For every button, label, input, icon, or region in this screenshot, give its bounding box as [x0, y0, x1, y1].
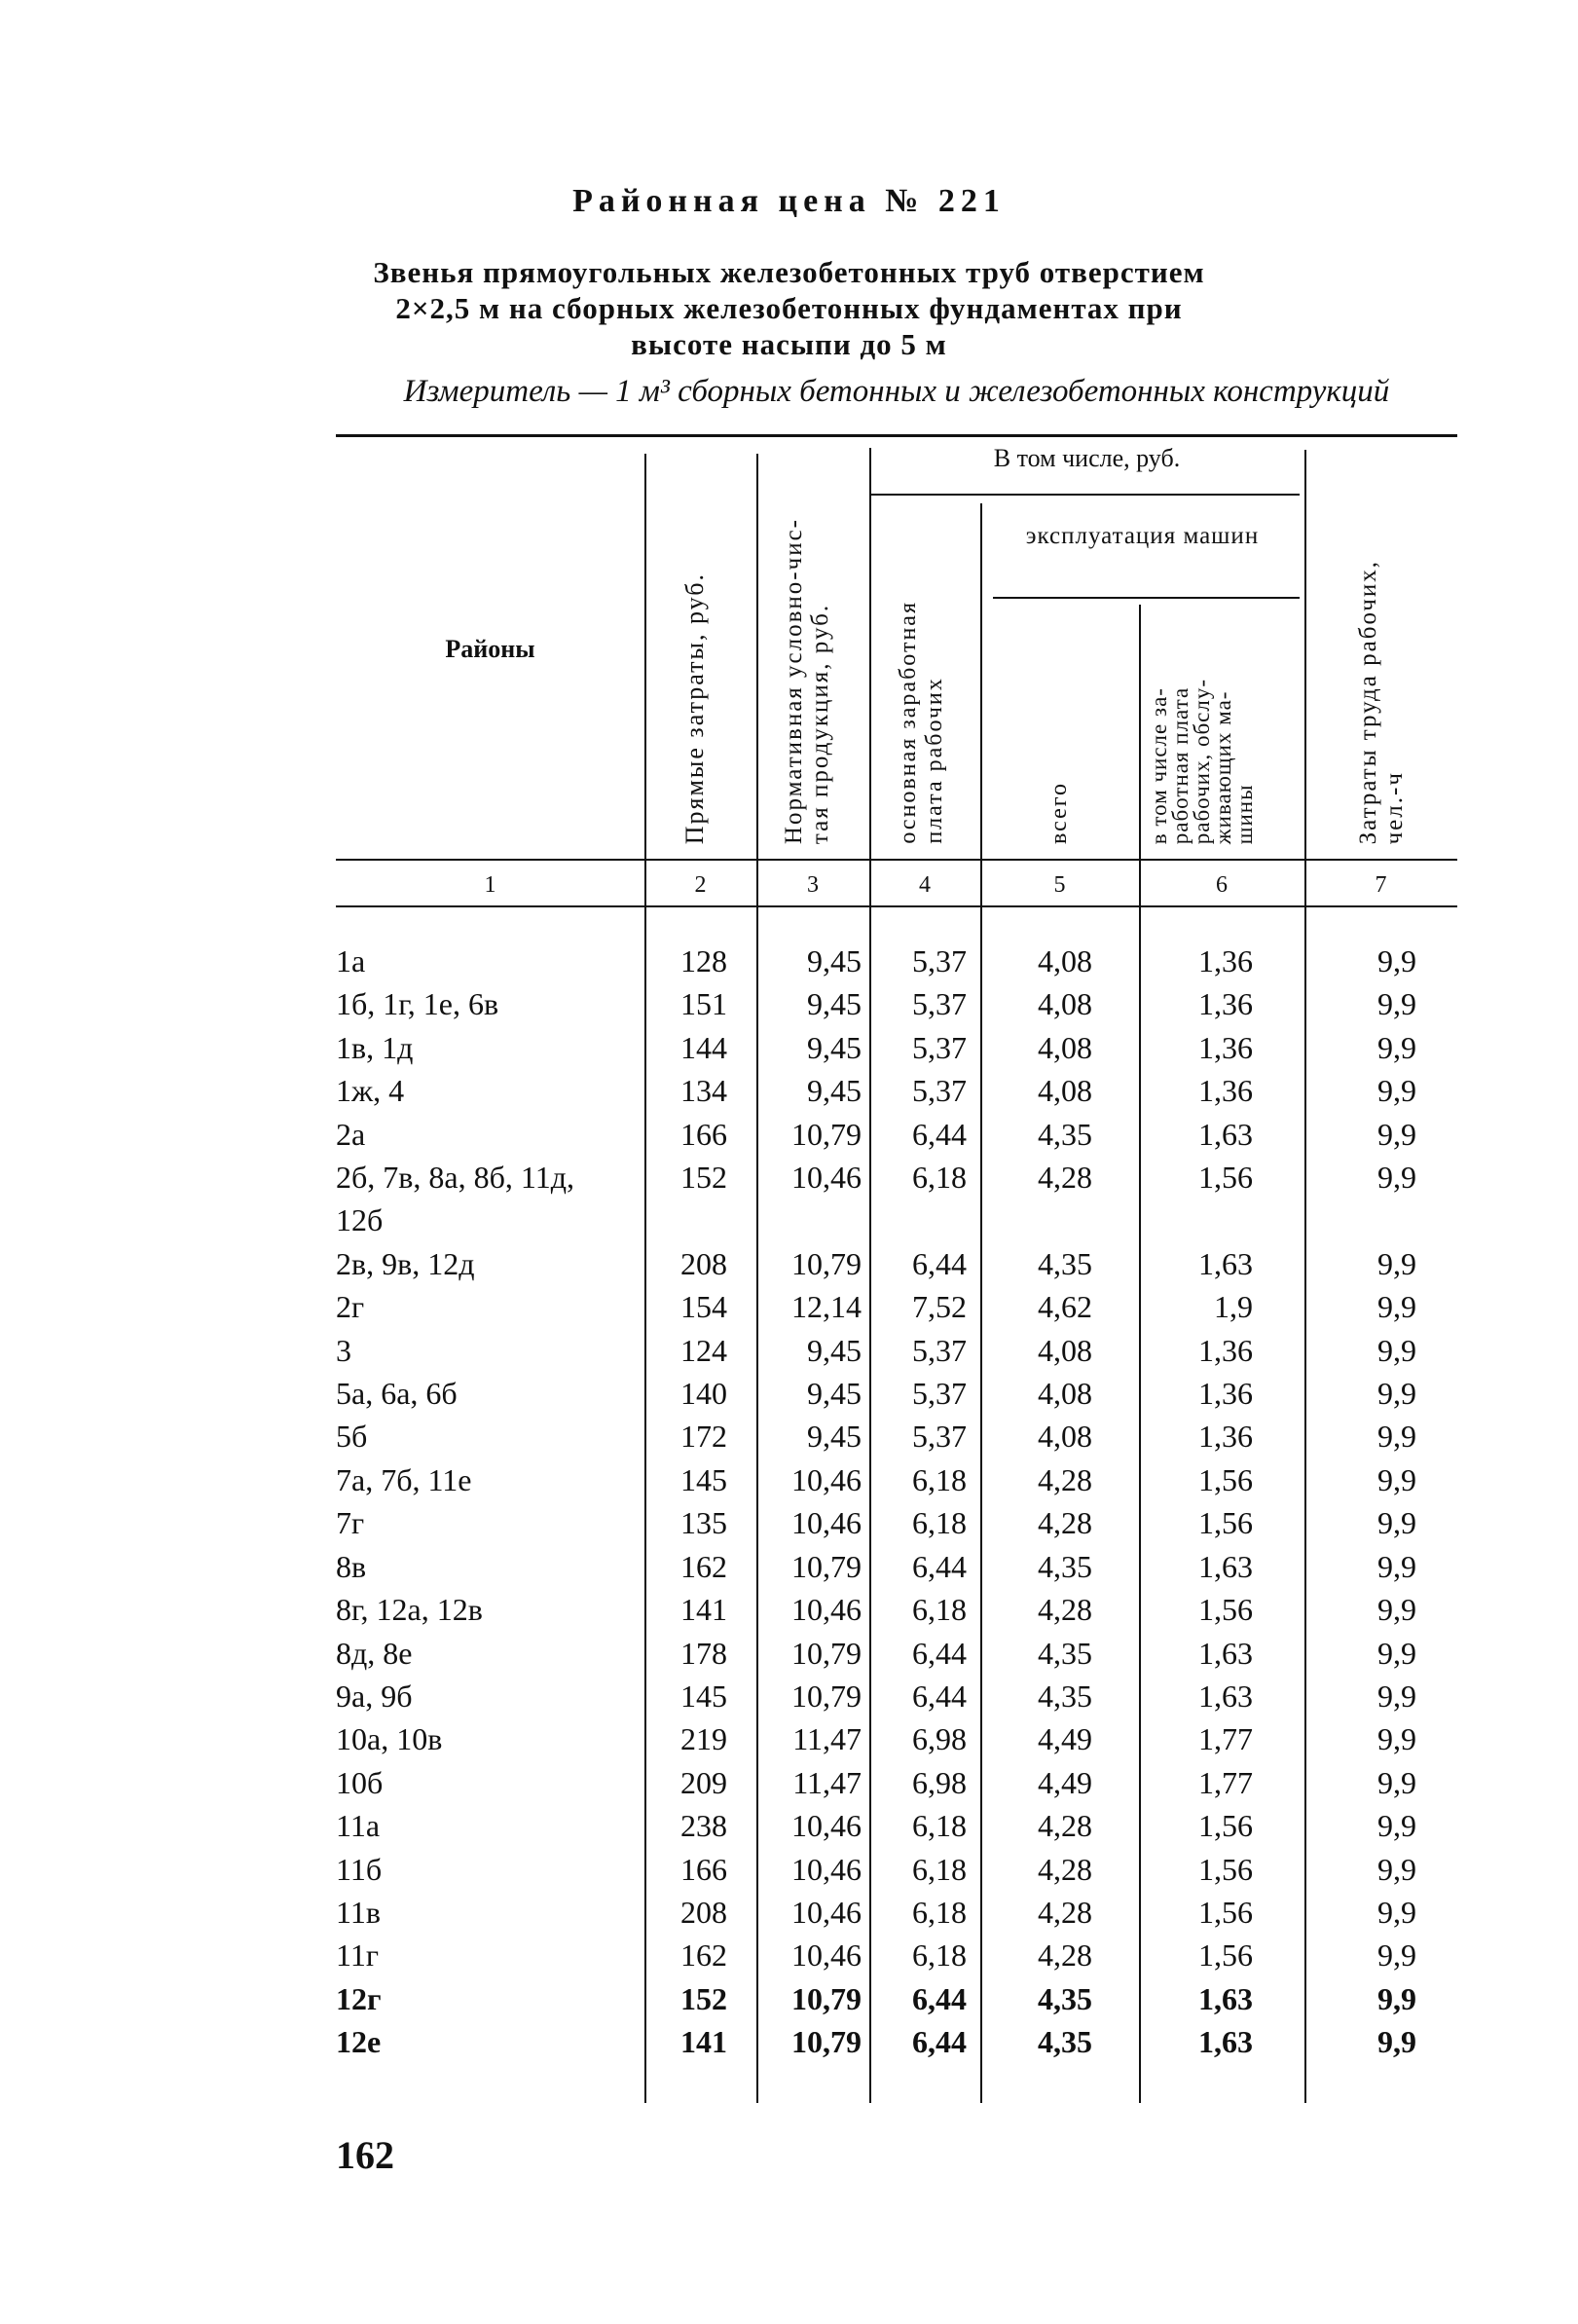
cell-district: 11а — [336, 1808, 381, 1844]
cell-direct-costs: 141 — [680, 1592, 727, 1628]
cell-normative: 9,45 — [807, 1332, 862, 1368]
header-machine-wage-line: рабочих, обслу- — [1190, 678, 1214, 844]
cell-machine-wage: 1,56 — [1198, 1808, 1253, 1844]
cell-normative: 10,46 — [791, 1808, 862, 1844]
cell-labor: 9,9 — [1377, 1764, 1416, 1800]
cell-normative: 10,46 — [791, 1937, 862, 1974]
cell-direct-costs: 151 — [680, 986, 727, 1022]
cell-normative: 9,45 — [807, 1073, 862, 1109]
cell-normative: 10,46 — [791, 1894, 862, 1930]
cell-machine-wage: 1,36 — [1198, 1376, 1253, 1412]
cell-machine-wage: 1,36 — [1198, 1073, 1253, 1109]
header-districts: Районы — [445, 635, 535, 663]
cell-labor: 9,9 — [1377, 1592, 1416, 1628]
cell-machine-wage: 1,63 — [1198, 1980, 1253, 2016]
cell-base-wage: 6,18 — [912, 1160, 967, 1196]
cell-direct-costs: 162 — [680, 1548, 727, 1584]
cell-normative: 10,79 — [791, 1116, 862, 1152]
cell-base-wage: 5,37 — [912, 1029, 967, 1065]
cell-labor: 9,9 — [1377, 1289, 1416, 1325]
cell-base-wage: 5,37 — [912, 986, 967, 1022]
including-rule — [871, 494, 1300, 496]
table-row — [336, 1545, 1457, 1588]
header-including: В том числе, руб. — [993, 444, 1181, 472]
page-number: 162 — [336, 2133, 394, 2177]
cell-machine-wage: 1,56 — [1198, 1505, 1253, 1541]
cell-normative: 10,79 — [791, 1245, 862, 1281]
header-labor-line: Затраты труда рабочих, — [1355, 559, 1381, 844]
cell-labor: 9,9 — [1377, 1332, 1416, 1368]
cell-district: 7а, 7б, 11е — [336, 1461, 472, 1497]
header-base-wage-line: плата рабочих — [922, 677, 947, 844]
column-number: 6 — [1216, 872, 1228, 898]
cell-direct-costs: 140 — [680, 1376, 727, 1412]
cell-base-wage: 6,44 — [912, 1678, 967, 1714]
cell-labor: 9,9 — [1377, 1808, 1416, 1844]
cell-district: 9а, 9б — [336, 1678, 413, 1714]
header-machine-wage-line: шины — [1232, 784, 1257, 844]
header-base-wage-line: основная заработная — [896, 601, 921, 844]
cell-direct-costs: 152 — [680, 1980, 727, 2016]
table-row — [336, 1329, 1457, 1372]
table-row — [336, 1588, 1457, 1631]
table-row — [336, 1415, 1457, 1457]
cell-district: 3 — [336, 1332, 351, 1368]
cell-normative: 10,79 — [791, 1678, 862, 1714]
header-machine-wage-line: в том числе за- — [1147, 686, 1171, 844]
page-title: Районная цена № 221 — [572, 183, 1006, 219]
cell-direct-costs: 145 — [680, 1461, 727, 1497]
header-labor-line: чел.-ч — [1381, 770, 1408, 844]
cell-machines-total: 4,49 — [1038, 1721, 1092, 1757]
header-machine-wage-line: живающих ма- — [1211, 690, 1235, 844]
table-row — [336, 1848, 1457, 1891]
cell-machine-wage: 1,63 — [1198, 1635, 1253, 1671]
cell-normative: 11,47 — [792, 1764, 862, 1800]
machines-rule — [993, 597, 1300, 599]
cell-direct-costs: 152 — [680, 1160, 727, 1196]
cell-machines-total: 4,35 — [1038, 1980, 1092, 2016]
cell-machine-wage: 1,56 — [1198, 1894, 1253, 1930]
cell-district: 11в — [336, 1894, 381, 1930]
table-row — [336, 1285, 1457, 1328]
cell-direct-costs: 238 — [680, 1808, 727, 1844]
cell-base-wage: 6,44 — [912, 1116, 967, 1152]
header-labor — [1355, 560, 1408, 844]
cell-normative: 10,79 — [791, 1548, 862, 1584]
table-top-rule — [336, 434, 1457, 437]
cell-machines-total: 4,35 — [1038, 1245, 1092, 1281]
cell-district: 8г, 12а, 12в — [336, 1592, 483, 1628]
cell-labor: 9,9 — [1377, 986, 1416, 1022]
cell-machines-total: 4,08 — [1038, 1332, 1092, 1368]
cell-direct-costs: 166 — [680, 1116, 727, 1152]
cell-direct-costs: 178 — [680, 1635, 727, 1671]
cell-district: 8д, 8е — [336, 1635, 413, 1671]
table-row — [336, 940, 1457, 982]
subtitle-line-2: 2×2,5 м на сборных железобетонных фундаментах при — [395, 291, 1183, 325]
cell-machines-total: 4,08 — [1038, 943, 1092, 978]
cell-direct-costs: 128 — [680, 943, 727, 978]
table-row — [336, 1804, 1457, 1847]
cell-direct-costs: 166 — [680, 1851, 727, 1887]
cell-base-wage: 6,44 — [912, 1980, 967, 2016]
table-row — [336, 1242, 1457, 1285]
cell-labor: 9,9 — [1377, 1376, 1416, 1412]
cell-labor: 9,9 — [1377, 1721, 1416, 1757]
header-normative-line: Нормативная условно-чис- — [781, 517, 807, 844]
cell-machine-wage: 1,56 — [1198, 1937, 1253, 1974]
cell-machine-wage: 1,77 — [1198, 1721, 1253, 1757]
cell-direct-costs: 172 — [680, 1419, 727, 1455]
cell-base-wage: 6,18 — [912, 1851, 967, 1887]
cell-district: 11г — [336, 1937, 379, 1974]
cell-machine-wage: 1,63 — [1198, 2024, 1253, 2060]
cell-labor: 9,9 — [1377, 1548, 1416, 1584]
cell-direct-costs: 135 — [680, 1505, 727, 1541]
cell-normative: 10,79 — [791, 1980, 862, 2016]
column-number: 1 — [484, 872, 496, 898]
cell-district: 5б — [336, 1419, 368, 1455]
cell-machines-total: 4,35 — [1038, 2024, 1092, 2060]
cell-district: 2г — [336, 1289, 365, 1325]
cell-machines-total: 4,35 — [1038, 1678, 1092, 1714]
cell-base-wage: 5,37 — [912, 1376, 967, 1412]
table-body — [336, 940, 1457, 2064]
cell-normative: 9,45 — [807, 1376, 862, 1412]
cell-base-wage: 6,18 — [912, 1937, 967, 1974]
cell-district: 12е — [336, 2024, 382, 2060]
cell-direct-costs: 162 — [680, 1937, 727, 1974]
cell-labor: 9,9 — [1377, 1461, 1416, 1497]
cell-labor: 9,9 — [1377, 1937, 1416, 1974]
cell-machines-total: 4,08 — [1038, 1073, 1092, 1109]
header-total: всего — [1046, 781, 1072, 844]
cell-base-wage: 6,18 — [912, 1461, 967, 1497]
cell-labor: 9,9 — [1377, 1029, 1416, 1065]
column-number: 3 — [807, 872, 819, 898]
cell-machines-total: 4,35 — [1038, 1635, 1092, 1671]
cell-normative: 10,79 — [791, 2024, 862, 2060]
table-row — [336, 1891, 1457, 1934]
cell-base-wage: 5,37 — [912, 1073, 967, 1109]
table-row — [336, 1069, 1457, 1112]
cell-machine-wage: 1,9 — [1214, 1289, 1253, 1325]
cell-district: 7г — [336, 1505, 365, 1541]
cell-base-wage: 6,44 — [912, 2024, 967, 2060]
cell-machines-total: 4,35 — [1038, 1116, 1092, 1152]
cell-machines-total: 4,62 — [1038, 1289, 1092, 1325]
cell-base-wage: 5,37 — [912, 1332, 967, 1368]
numbers-rule — [336, 905, 1457, 907]
cell-base-wage: 6,98 — [912, 1764, 967, 1800]
cell-machines-total: 4,49 — [1038, 1764, 1092, 1800]
cell-machine-wage: 1,36 — [1198, 1332, 1253, 1368]
header-normative — [781, 518, 833, 844]
cell-machine-wage: 1,36 — [1198, 943, 1253, 978]
cell-base-wage: 6,18 — [912, 1894, 967, 1930]
column-number: 7 — [1375, 872, 1387, 898]
cell-machine-wage: 1,63 — [1198, 1116, 1253, 1152]
cell-machine-wage: 1,36 — [1198, 1029, 1253, 1065]
cell-base-wage: 6,44 — [912, 1245, 967, 1281]
cell-base-wage: 6,98 — [912, 1721, 967, 1757]
cell-machine-wage: 1,56 — [1198, 1461, 1253, 1497]
cell-labor: 9,9 — [1377, 1980, 1416, 2016]
cell-labor: 9,9 — [1377, 1419, 1416, 1455]
cell-machines-total: 4,28 — [1038, 1592, 1092, 1628]
cell-labor: 9,9 — [1377, 1678, 1416, 1714]
cell-machine-wage: 1,56 — [1198, 1592, 1253, 1628]
header-direct-costs: Прямые затраты, руб. — [680, 572, 709, 844]
cell-machine-wage: 1,36 — [1198, 986, 1253, 1022]
cell-labor: 9,9 — [1377, 1635, 1416, 1671]
cell-machine-wage: 1,56 — [1198, 1160, 1253, 1196]
cell-district: 10а, 10в — [336, 1721, 443, 1757]
cell-district: 12г — [336, 1980, 382, 2016]
cell-direct-costs: 141 — [680, 2024, 727, 2060]
cell-labor: 9,9 — [1377, 1505, 1416, 1541]
cell-district: 2в, 9в, 12д — [336, 1245, 475, 1281]
table-row — [336, 1934, 1457, 1976]
header-machines: эксплуатация машин — [1025, 523, 1260, 549]
cell-machines-total: 4,28 — [1038, 1937, 1092, 1974]
cell-machine-wage: 1,36 — [1198, 1419, 1253, 1455]
cell-direct-costs: 209 — [680, 1764, 727, 1800]
cell-normative: 9,45 — [807, 1029, 862, 1065]
cell-machines-total: 4,28 — [1038, 1851, 1092, 1887]
table-row — [336, 1026, 1457, 1069]
cell-normative: 12,14 — [791, 1289, 862, 1325]
cell-normative: 10,79 — [791, 1635, 862, 1671]
cell-labor: 9,9 — [1377, 943, 1416, 978]
cell-normative: 10,46 — [791, 1160, 862, 1196]
cell-machines-total: 4,08 — [1038, 986, 1092, 1022]
column-number: 4 — [919, 872, 931, 898]
cell-base-wage: 5,37 — [912, 943, 967, 978]
column-number: 5 — [1053, 872, 1066, 898]
cell-base-wage: 7,52 — [912, 1289, 967, 1325]
cell-labor: 9,9 — [1377, 1894, 1416, 1930]
cell-machines-total: 4,28 — [1038, 1894, 1092, 1930]
table-row — [336, 1761, 1457, 1804]
cell-district: 8в — [336, 1548, 367, 1584]
cell-labor: 9,9 — [1377, 2024, 1416, 2060]
table-row — [336, 1113, 1457, 1156]
cell-base-wage: 6,18 — [912, 1808, 967, 1844]
cell-machine-wage: 1,63 — [1198, 1245, 1253, 1281]
cell-district: 2а — [336, 1116, 366, 1152]
cell-direct-costs: 208 — [680, 1245, 727, 1281]
table-row — [336, 982, 1457, 1025]
header-machine-wage — [1149, 679, 1256, 844]
cell-machine-wage: 1,56 — [1198, 1851, 1253, 1887]
cell-normative: 9,45 — [807, 943, 862, 978]
cell-district: 5а, 6а, 6б — [336, 1376, 458, 1412]
header-base-wage — [896, 601, 948, 844]
table-row — [336, 1632, 1457, 1675]
header-normative-line: тая продукция, руб. — [807, 603, 833, 844]
table-row — [336, 1501, 1457, 1544]
cell-machines-total: 4,28 — [1038, 1808, 1092, 1844]
table-row — [336, 1717, 1457, 1760]
cell-machines-total: 4,28 — [1038, 1160, 1092, 1196]
cell-normative: 10,46 — [791, 1505, 862, 1541]
cell-machine-wage: 1,63 — [1198, 1548, 1253, 1584]
cell-direct-costs: 144 — [680, 1029, 727, 1065]
cell-labor: 9,9 — [1377, 1851, 1416, 1887]
cell-direct-costs: 219 — [680, 1721, 727, 1757]
cell-base-wage: 6,44 — [912, 1548, 967, 1584]
cell-base-wage: 6,18 — [912, 1592, 967, 1628]
cell-machines-total: 4,08 — [1038, 1419, 1092, 1455]
cell-normative: 9,45 — [807, 986, 862, 1022]
cell-labor: 9,9 — [1377, 1073, 1416, 1109]
cell-normative: 11,47 — [792, 1721, 862, 1757]
cell-district: 1а — [336, 943, 366, 978]
cell-machines-total: 4,08 — [1038, 1376, 1092, 1412]
cell-base-wage: 5,37 — [912, 1419, 967, 1455]
cell-normative: 10,46 — [791, 1592, 862, 1628]
cell-machines-total: 4,35 — [1038, 1548, 1092, 1584]
header-machine-wage-line: работная плата — [1168, 686, 1193, 844]
cell-base-wage: 6,18 — [912, 1505, 967, 1541]
cell-normative: 10,46 — [791, 1461, 862, 1497]
table-row — [336, 2020, 1457, 2063]
cell-labor: 9,9 — [1377, 1160, 1416, 1196]
cell-district: 1ж, 4 — [336, 1073, 405, 1109]
header-bottom-rule — [336, 859, 1457, 861]
cell-direct-costs: 124 — [680, 1332, 727, 1368]
cell-normative: 10,46 — [791, 1851, 862, 1887]
cell-machine-wage: 1,77 — [1198, 1764, 1253, 1800]
cell-machines-total: 4,28 — [1038, 1461, 1092, 1497]
cell-direct-costs: 154 — [680, 1289, 727, 1325]
cell-base-wage: 6,44 — [912, 1635, 967, 1671]
cell-district: 1в, 1д — [336, 1029, 414, 1065]
cell-district: 10б — [336, 1764, 384, 1800]
table-row — [336, 1156, 1457, 1242]
cell-direct-costs: 145 — [680, 1678, 727, 1714]
table-row — [336, 1977, 1457, 2020]
cell-district: 2б, 7в, 8а, 8б, 11д, 12б — [336, 1160, 574, 1238]
cell-machines-total: 4,28 — [1038, 1505, 1092, 1541]
subtitle-line-3: высоте насыпи до 5 м — [631, 327, 947, 361]
table-row — [336, 1675, 1457, 1717]
cell-direct-costs: 134 — [680, 1073, 727, 1109]
cell-machine-wage: 1,63 — [1198, 1678, 1253, 1714]
table-row — [336, 1458, 1457, 1501]
cell-labor: 9,9 — [1377, 1116, 1416, 1152]
subtitle-line-1: Звенья прямоугольных железобетонных труб отверстием — [373, 255, 1205, 289]
cell-district: 11б — [336, 1851, 383, 1887]
cell-direct-costs: 208 — [680, 1894, 727, 1930]
cell-normative: 9,45 — [807, 1419, 862, 1455]
cell-district: 1б, 1г, 1е, 6в — [336, 986, 499, 1022]
table-row — [336, 1372, 1457, 1415]
cell-machines-total: 4,08 — [1038, 1029, 1092, 1065]
cell-labor: 9,9 — [1377, 1245, 1416, 1281]
measurer-text: Измеритель — 1 м³ сборных бетонных и железобетонных конструкций — [403, 374, 1390, 409]
column-number: 2 — [694, 872, 707, 898]
